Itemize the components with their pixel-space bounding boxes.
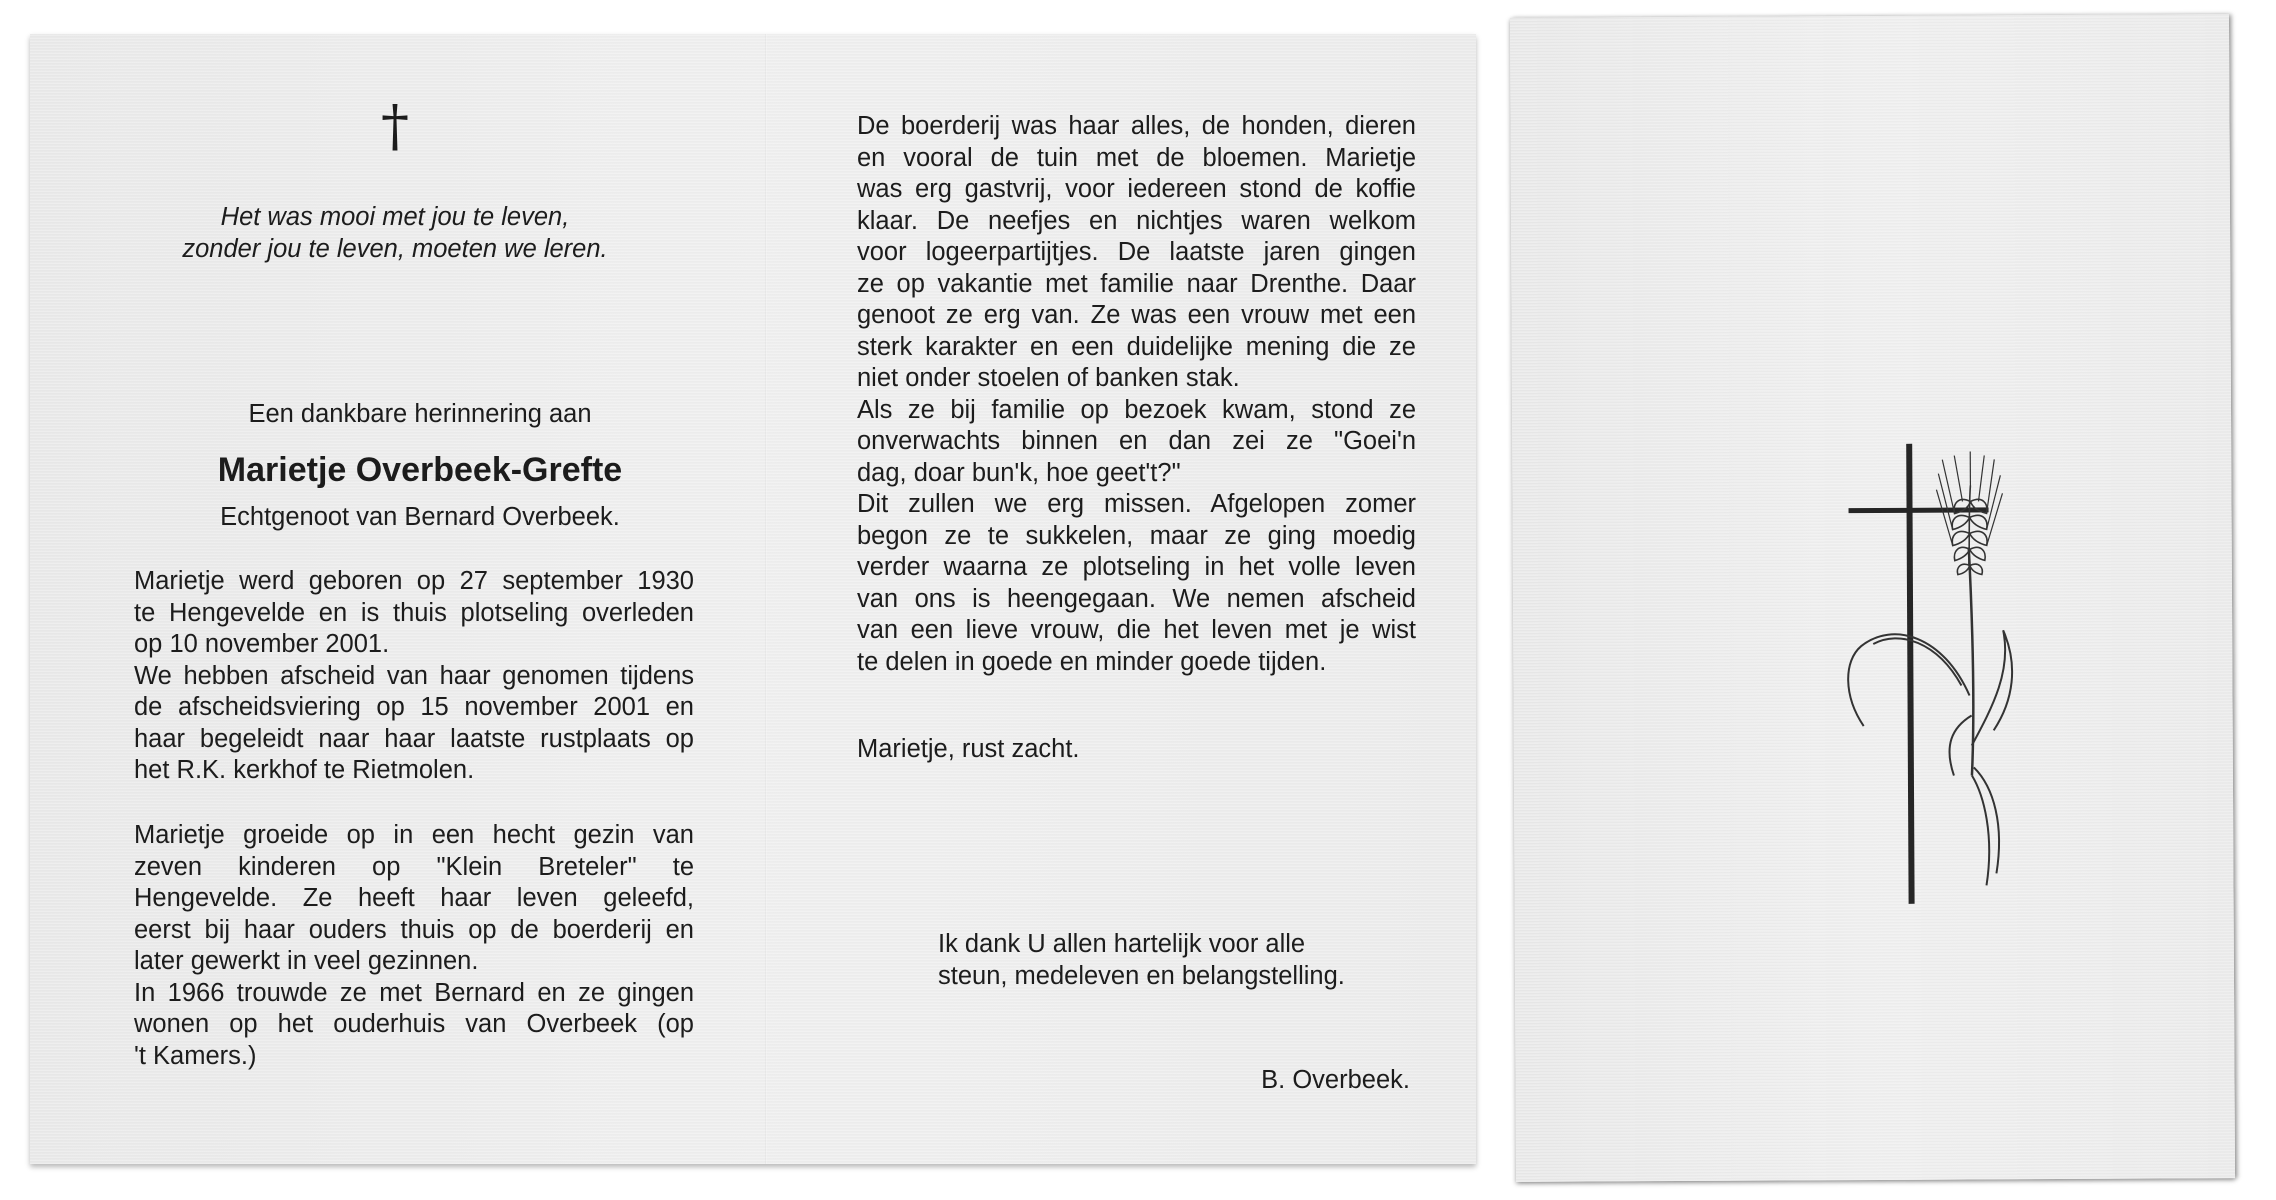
text-line: eerst bij haar ouders thuis op de boerderij en: [134, 915, 694, 944]
spouse-line: Echtgenoot van Bernard Overbeek.: [220, 503, 620, 531]
text-line: In 1966 trouwde ze met Bernard en ze gingen: [134, 978, 694, 1007]
signature: B. Overbeek.: [1261, 1066, 1410, 1094]
memorial-poem: [130, 202, 660, 265]
cross-with-wheat-icon: [1842, 415, 2105, 916]
biography-family: [134, 820, 694, 1072]
text-line: begon ze te sukkelen, maar ze ging moedig: [857, 521, 1416, 550]
text-line: het R.K. kerkhof te Rietmolen.: [134, 756, 475, 784]
text-line: zeven kinderen op "Klein Breteler" te: [134, 852, 694, 881]
card-fold: [765, 34, 767, 1164]
text-line: Marietje werd geboren op 27 september 1930: [134, 567, 694, 595]
text-line: van een lieve vrouw, die het leven met je wist: [857, 616, 1416, 644]
poem-line: zonder jou te leven, moeten we leren.: [182, 234, 608, 263]
memorial-card-front: [1510, 14, 2235, 1182]
biography-life: [857, 111, 1416, 678]
text-line: en vooral de tuin met de bloemen. Marietje: [857, 143, 1416, 172]
closing-line: Marietje, rust zacht.: [857, 735, 1080, 763]
memorial-card-inside: [30, 34, 1476, 1164]
thanks-message: [938, 929, 1418, 992]
text-line: klaar. De neefjes en nichtjes waren welkom: [857, 206, 1416, 235]
text-line: niet onder stoelen of banken stak.: [857, 364, 1240, 392]
text-line: Marietje groeide op in een hecht gezin van: [134, 821, 694, 849]
poem-line: Het was mooi met jou te leven,: [220, 203, 570, 231]
text-line: sterk karakter en een duidelijke mening die ze: [857, 332, 1416, 361]
biography-birth-death: [134, 566, 694, 787]
text-line: wonen op het ouderhuis van Overbeek (op: [134, 1010, 694, 1038]
text-line: genoot ze erg van. Ze was een vrouw met een: [857, 301, 1416, 329]
cross-symbol: †: [381, 94, 409, 159]
text-line: dag, doar bun'k, hoe geet't?": [857, 458, 1181, 487]
text-line: Dit zullen we erg missen. Afgelopen zomer: [857, 490, 1416, 518]
text-line: te delen in goede en minder goede tijden.: [857, 647, 1327, 676]
text-line: ze op vakantie met familie naar Drenthe. Daar: [857, 269, 1416, 298]
text-line: de afscheidsviering op 15 november 2001 en: [134, 693, 694, 721]
text-line: was erg gastvrij, voor iedereen stond de koffie: [857, 175, 1416, 203]
text-line: op 10 november 2001.: [134, 630, 390, 658]
text-line: voor logeerpartijtjes. De laatste jaren gingen: [857, 238, 1416, 266]
text-line: De boerderij was haar alles, de honden, dieren: [857, 112, 1416, 140]
text-line: We hebben afscheid van haar genomen tijdens: [134, 661, 694, 690]
deceased-name: Marietje Overbeek-Grefte: [217, 451, 623, 489]
text-line: Hengevelde. Ze heeft haar leven geleefd,: [134, 884, 694, 912]
text-line: van ons is heengegaan. We nemen afscheid: [857, 584, 1416, 613]
text-line: verder waarna ze plotseling in het volle leven: [857, 553, 1416, 581]
text-line: steun, medeleven en belangstelling.: [938, 961, 1345, 990]
text-line: Als ze bij familie op bezoek kwam, stond ze: [857, 395, 1416, 424]
text-line: 't Kamers.): [134, 1041, 257, 1070]
text-line: onverwachts binnen en dan zei ze "Goei'n: [857, 427, 1416, 455]
text-line: later gewerkt in veel gezinnen.: [134, 947, 479, 975]
text-line: Ik dank U allen hartelijk voor alle: [938, 930, 1306, 958]
text-line: te Hengevelde en is thuis plotseling overleden: [134, 598, 694, 627]
text-line: haar begeleidt naar haar laatste rustplaats op: [134, 724, 694, 753]
remembrance-intro: Een dankbare herinnering aan: [248, 400, 592, 428]
